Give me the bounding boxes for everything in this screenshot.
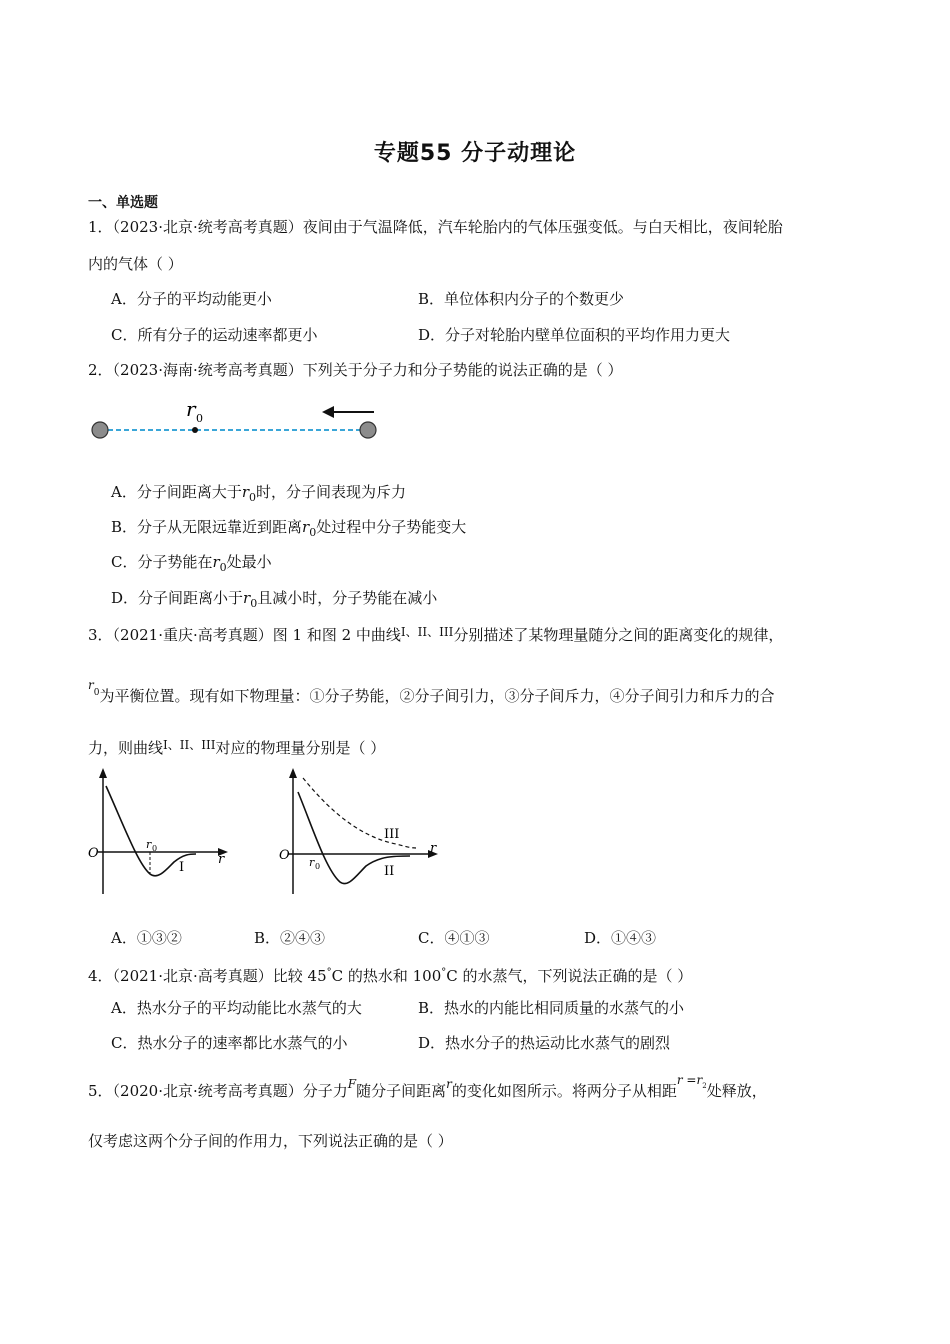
q4-option-a[interactable]: A．热水分子的平均动能比水蒸气的大: [111, 999, 362, 1017]
left-molecule: [92, 422, 108, 438]
left-arrow-icon: [322, 406, 334, 418]
q3-stem-line2: $^r_0$为平衡位置。现有如下物理量：①分子势能，②分子间引力，③分子间斥力，④分子间引力和斥力的合: [88, 678, 775, 705]
q2-option-c[interactable]: C．分子势能在$r_0$处最小: [111, 553, 272, 574]
q2-option-d[interactable]: D．分子间距离小于$r_0$且减小时，分子势能在减小: [111, 589, 438, 610]
q2-option-b[interactable]: B．分子从无限远靠近到距离$r_0$处过程中分子势能变大: [111, 518, 467, 539]
q1-option-c[interactable]: C．所有分子的运动速率都更小: [111, 326, 318, 344]
q5-stem-line2: 仅考虑这两个分子间的作用力，下列说法正确的是（ ）: [88, 1132, 453, 1150]
x-axis-label: r: [218, 852, 225, 867]
y-axis-arrow-icon: [99, 768, 107, 778]
q3-option-c[interactable]: C．④①③: [418, 929, 490, 947]
curve-iii-label: III: [384, 827, 400, 842]
q3-option-d[interactable]: D．①④③: [584, 929, 657, 947]
q4-option-d[interactable]: D．热水分子的热运动比水蒸气的剧烈: [418, 1034, 671, 1052]
r0-label-sub: 0: [152, 844, 158, 853]
r0-label: r: [186, 397, 196, 421]
r0-label-sub: 0: [315, 862, 321, 871]
q1-stem-line1: 1．（2023·北京·统考高考真题）夜间由于气温降低，汽车轮胎内的气体压强变低。与白天相比，夜间轮胎: [88, 218, 783, 236]
q5-stem-line1: 5．（2020·北京·统考高考真题）分子力$^F$随分子间距离$^r$的变化如图所示。将两分子从相距$^{r =r}_2$处释放，: [88, 1073, 767, 1100]
q3-option-b[interactable]: B．②④③: [254, 929, 326, 947]
origin-label: O: [279, 848, 290, 863]
origin-label: O: [88, 846, 99, 861]
q3-figure-2: [276, 766, 442, 898]
r0-label: r: [309, 856, 315, 869]
q4-stem: 4．（2021·北京·高考真题）比较 45°C 的热水和 100°C 的水蒸气，下列说法正确的是（ ）: [88, 967, 693, 985]
q1-stem-line2: 内的气体（ ）: [88, 255, 183, 273]
curve-i-label: I: [179, 860, 185, 875]
q3-stem-line1: 3．（2021·重庆·高考真题）图 1 和图 2 中曲线$^{I、II、III}$分别描述了某物理量随分之间的距离变化的规律，: [88, 625, 784, 644]
q1-option-d[interactable]: D．分子对轮胎内壁单位面积的平均作用力更大: [418, 326, 731, 344]
equilibrium-point: [192, 427, 198, 433]
right-molecule: [360, 422, 376, 438]
q2-option-a[interactable]: A．分子间距离大于$r_0$时，分子间表现为斥力: [111, 483, 407, 504]
q1-option-b[interactable]: B．单位体积内分子的个数更少: [418, 290, 625, 308]
q4-option-b[interactable]: B．热水的内能比相同质量的水蒸气的小: [418, 999, 685, 1017]
q1-option-a[interactable]: A．分子的平均动能更小: [111, 290, 272, 308]
r0-label: r: [146, 838, 152, 851]
page-title: 专题55 分子动理论: [373, 141, 577, 166]
r0-label-sub: 0: [196, 412, 203, 425]
curve-ii-label: II: [384, 864, 395, 879]
q3-figure-1: [86, 766, 232, 898]
q3-stem-line3: 力，则曲线$^{I、II、III}$对应的物理量分别是（ ）: [88, 738, 386, 757]
q4-option-c[interactable]: C．热水分子的速率都比水蒸气的小: [111, 1034, 348, 1052]
q2-stem: 2．（2023·海南·统考高考真题）下列关于分子力和分子势能的说法正确的是（ ）: [88, 361, 623, 379]
y-axis-arrow-icon: [289, 768, 297, 778]
x-axis-label: r: [430, 841, 437, 856]
q2-molecule-figure: [88, 396, 388, 448]
q3-option-a[interactable]: A．①③②: [111, 929, 182, 947]
section-heading: 一、单选题: [88, 195, 158, 211]
